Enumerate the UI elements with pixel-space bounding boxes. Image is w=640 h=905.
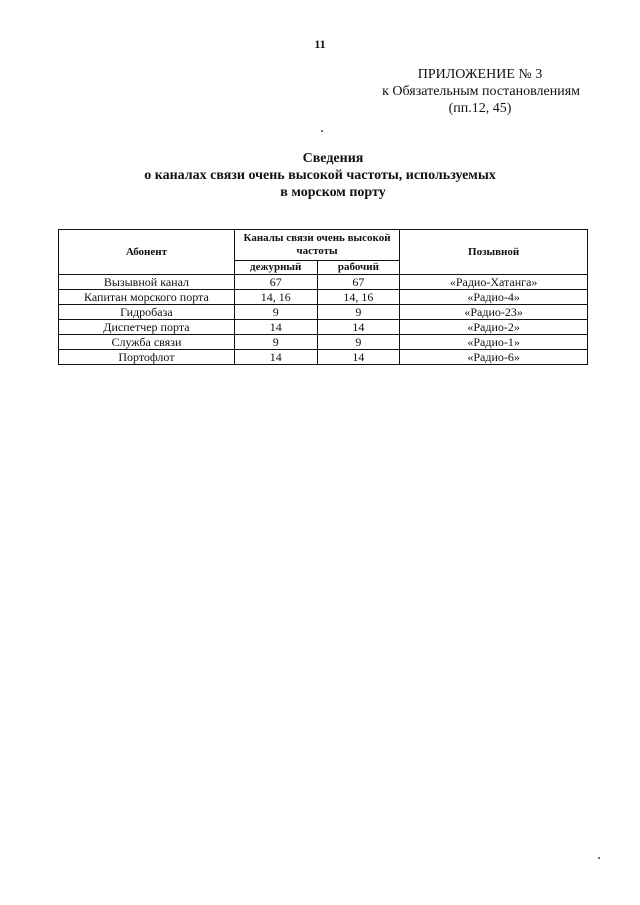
appendix-reference: (пп.12, 45): [448, 101, 512, 116]
scan-speck: [321, 130, 323, 132]
cell-duty: 14, 16: [234, 290, 317, 305]
cell-abonent: Капитан морского порта: [59, 290, 235, 305]
heading-line-2: о каналах связи очень высокой частоты, используемых: [144, 168, 496, 183]
header-duty: дежурный: [234, 261, 317, 275]
table-row: [59, 305, 588, 320]
cell-duty: 67: [234, 275, 317, 290]
cell-working: 9: [317, 305, 400, 320]
cell-working: 67: [317, 275, 400, 290]
table-row: [59, 275, 588, 290]
header-callsign: Позывной: [400, 230, 588, 275]
cell-abonent: Служба связи: [59, 335, 235, 350]
heading-line-3: в морском порту: [280, 185, 386, 200]
cell-duty: 14: [234, 320, 317, 335]
document-heading: [0, 150, 640, 201]
cell-abonent: Гидробаза: [59, 305, 235, 320]
header-abonent: Абонент: [59, 230, 235, 275]
header-working: рабочий: [317, 261, 400, 275]
header-channels-group: Каналы связи очень высокой частоты: [234, 230, 399, 261]
heading-line-1: Сведения: [302, 151, 364, 166]
appendix-block: [340, 66, 580, 117]
table-row: [59, 335, 588, 350]
scan-speck: [598, 857, 600, 859]
appendix-subtitle: к Обязательным постановлениям: [382, 84, 580, 99]
table-row: [59, 290, 588, 305]
cell-working: 14, 16: [317, 290, 400, 305]
cell-duty: 9: [234, 305, 317, 320]
cell-callsign: «Радио-1»: [400, 335, 588, 350]
cell-callsign: «Радио-23»: [400, 305, 588, 320]
cell-callsign: «Радио-2»: [400, 320, 588, 335]
cell-abonent: Вызывной канал: [59, 275, 235, 290]
table-row: [59, 320, 588, 335]
cell-abonent: Диспетчер порта: [59, 320, 235, 335]
cell-callsign: «Радио-4»: [400, 290, 588, 305]
page-number: 11: [314, 37, 326, 51]
cell-duty: 14: [234, 350, 317, 365]
cell-duty: 9: [234, 335, 317, 350]
cell-working: 9: [317, 335, 400, 350]
appendix-title: ПРИЛОЖЕНИЕ № 3: [417, 67, 543, 82]
cell-working: 14: [317, 320, 400, 335]
cell-callsign: «Радио-Хатанга»: [400, 275, 588, 290]
channels-table: [58, 229, 588, 365]
cell-working: 14: [317, 350, 400, 365]
cell-abonent: Портофлот: [59, 350, 235, 365]
cell-callsign: «Радио-6»: [400, 350, 588, 365]
table-row: [59, 350, 588, 365]
